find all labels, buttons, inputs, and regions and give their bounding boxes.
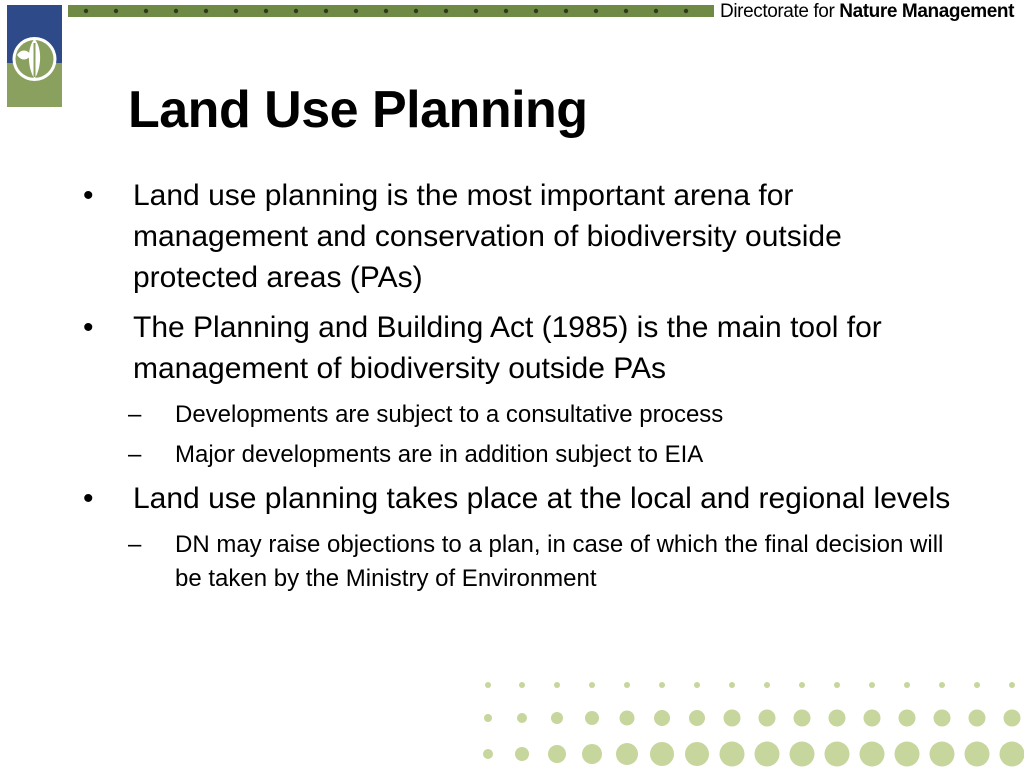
organization-prefix: Directorate for xyxy=(720,1,835,22)
sub-bullet-item xyxy=(0,398,945,432)
bullet-dot: • xyxy=(83,311,94,344)
bullet-dot: • xyxy=(83,179,94,212)
bullet-item xyxy=(0,307,963,389)
sub-bullet-item xyxy=(0,528,945,596)
sub-bullet-item xyxy=(0,438,945,472)
bullet-text: Land use planning takes place at the local and regional levels xyxy=(133,482,951,515)
decorative-dots-band xyxy=(68,5,714,17)
organization-name xyxy=(720,1,1014,23)
leaf-logo-icon xyxy=(7,5,62,107)
bullet-text: Land use planning is the most important arena for management and conservation of biodiversity outside protected areas (PAs) xyxy=(133,179,842,294)
sub-bullet-dash: – xyxy=(128,441,142,468)
organization-name-bold: Nature Management xyxy=(839,1,1015,22)
bullet-dot: • xyxy=(83,482,94,515)
bullet-item xyxy=(0,478,963,519)
bullet-item xyxy=(0,175,963,298)
sub-bullet-text: Developments are subject to a consultative process xyxy=(175,401,724,428)
slide-title: Land Use Planning xyxy=(128,81,588,139)
sub-bullet-dash: – xyxy=(128,401,142,428)
sub-bullet-text: Major developments are in addition subject to EIA xyxy=(175,441,704,468)
sub-bullet-dash: – xyxy=(128,531,142,558)
sub-bullet-text: DN may raise objections to a plan, in case of which the final decision will be taken by the Ministry of Environment xyxy=(175,531,944,592)
bullet-text: The Planning and Building Act (1985) is the main tool for management of biodiversity outside PAs xyxy=(133,311,882,385)
decorative-dot-grid xyxy=(470,670,1024,768)
bullet-list xyxy=(0,175,1024,602)
